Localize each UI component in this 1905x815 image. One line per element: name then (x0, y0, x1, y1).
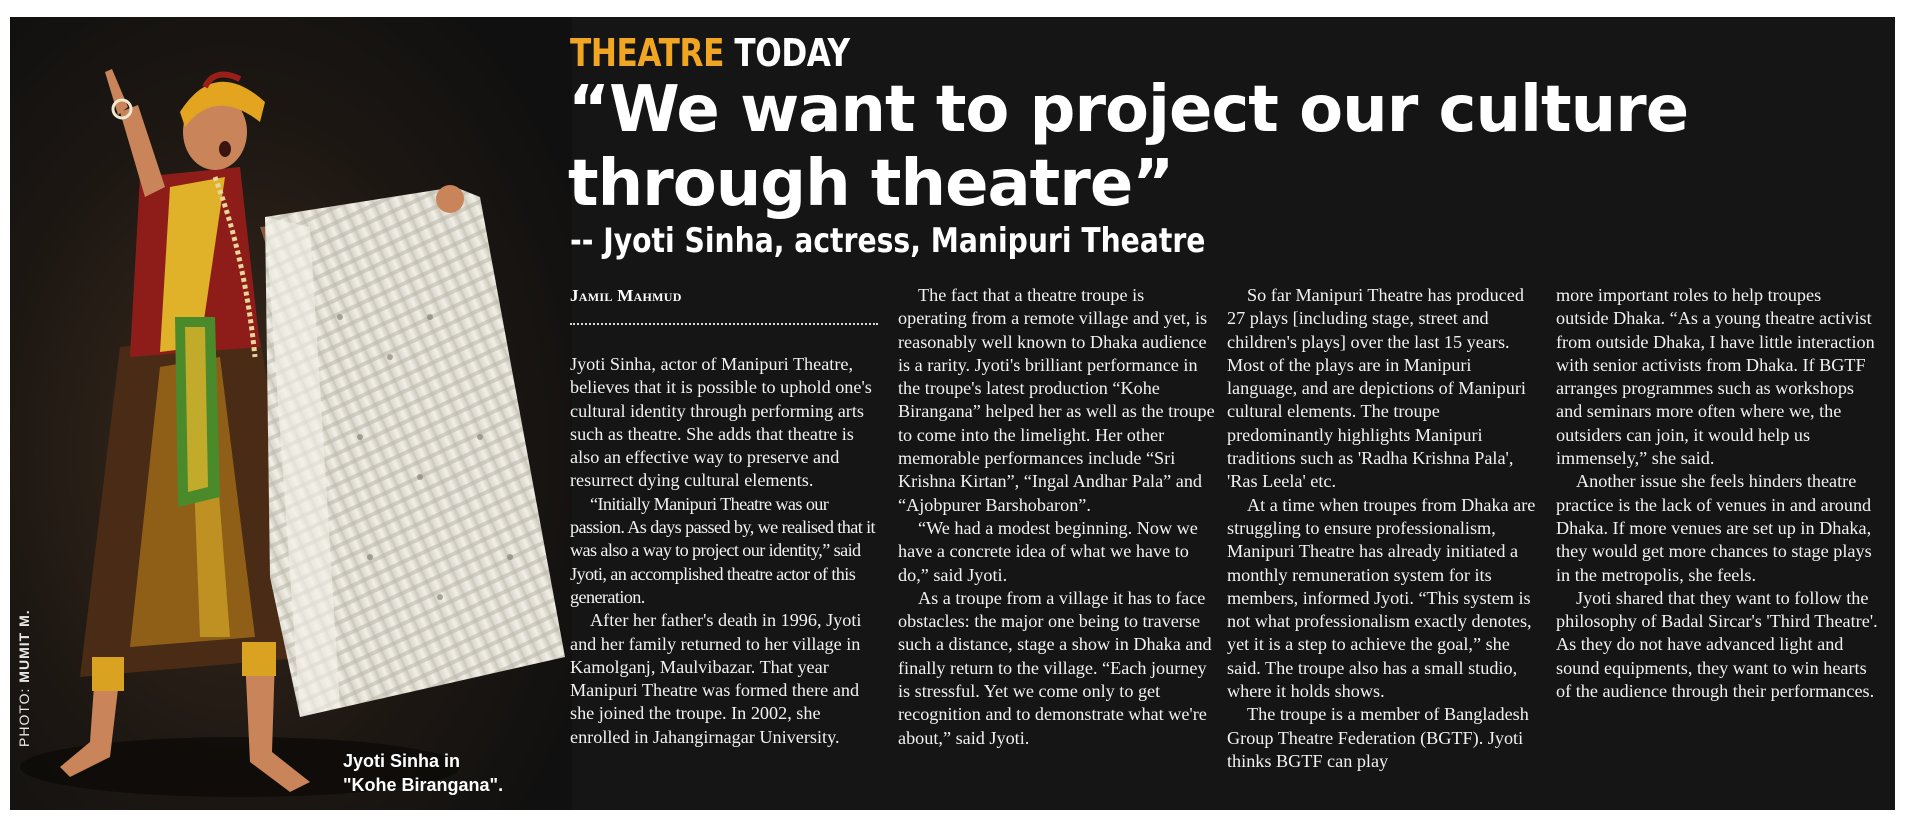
paragraph: more important roles to help troupes outside Dhaka. “As a young theatre activist from outside Dhaka, I have little interaction with senior activists from Dhaka. If BGTF arranges programmes such as workshops and seminars more often where we, the outsiders can join, it would help us immensely,” she said. (1556, 285, 1875, 469)
article-panel (10, 17, 1895, 810)
photo-credit: PHOTO: MUMIT M. (16, 609, 32, 747)
paragraph: The fact that a theatre troupe is operating from a remote village and yet, is reasonably well known to Dhaka audience is a rarity. Jyoti's brilliant performance in the troupe's latest production “Kohe Birangana” helped her as well as the troupe to come into the limelight. Her other memorable performances include “Sri Krishna Kirtan”, “Ingal Andhar Pala” and “Ajobpurer Barshobaron”. (898, 285, 1215, 515)
performer-photo (10, 17, 572, 810)
paragraph: Jyoti Sinha, actor of Manipuri Theatre, believes that it is possible to uphold one's cultural identity through performing arts such as theatre. She adds that theatre is also an effective way to preserve and resurrect dying cultural elements. (570, 354, 872, 491)
article-column-1 (570, 353, 882, 749)
article-column-3 (1227, 284, 1545, 773)
paragraph: So far Manipuri Theatre has produced 27 plays [including stage, street and children's plays] over the last 15 years. Most of the plays are in Manipuri language, and are depictions of Manipuri cultural elements. The troupe predominantly highlights Manipuri traditions such as 'Radha Krishna Pala', 'Ras Leela' etc. (1227, 285, 1526, 492)
section-kicker: THEATRE TODAY (570, 31, 850, 75)
article-column-4 (1556, 284, 1878, 703)
paragraph: Another issue she feels hinders theatre practice is the lack of venues in and around Dhaka. If more venues are set up in Dhaka, they would get more chances to stage plays in the metropolis, she feels. (1556, 471, 1872, 585)
byline: Jamil Mahmud (570, 286, 682, 305)
paragraph: “We had a modest beginning. Now we have a concrete idea of what we have to do,” said Jyoti. (898, 517, 1198, 585)
subheadline: -- Jyoti Sinha, actress, Manipuri Theatre (570, 221, 1206, 261)
byline-divider (570, 323, 878, 325)
headline: “We want to project our culture through theatre” (568, 73, 1689, 221)
photo-caption: Jyoti Sinha in "Kohe Birangana". (343, 751, 504, 795)
paragraph: As a troupe from a village it has to face obstacles: the major one being to traverse such a distance, stage a show in Dhaka and finally return to the village. “Each journey is stressful. Yet we come only to get recognition and to demonstrate what we're about,” said Jyoti. (898, 587, 1212, 748)
article-column-2 (898, 284, 1216, 750)
paragraph: After her father's death in 1996, Jyoti and her family returned to her village in Kamolganj, Maulvibazar. That year Manipuri Theatre was formed there and she joined the troupe. In 2002, she enrolled in Jahangirnagar University. (570, 610, 862, 747)
paragraph: At a time when troupes from Dhaka are struggling to ensure professionalism, Manipuri Theatre has already initiated a monthly remuneration system for its members, informed Jyoti. “This system is not what professionalism exactly denotes, yet it is a step to achieve the goal,” she said. The troupe also has a small studio, where it holds shows. (1227, 494, 1536, 702)
paragraph: Jyoti shared that they want to follow the philosophy of Badal Sircar's 'Third Theatre'. As they do not have advanced light and sound equipments, they want to win hearts of the audience through their performances. (1556, 587, 1878, 702)
paragraph: “Initially Manipuri Theatre was our passion. As days passed by, we realised that it was also a way to project our identity,” said Jyoti, an accomplished theatre actor of this generation. (570, 493, 876, 607)
paragraph: The troupe is a member of Bangladesh Group Theatre Federation (BGTF). Jyoti thinks BGTF can play (1227, 704, 1529, 771)
dancer-illustration (10, 17, 572, 810)
